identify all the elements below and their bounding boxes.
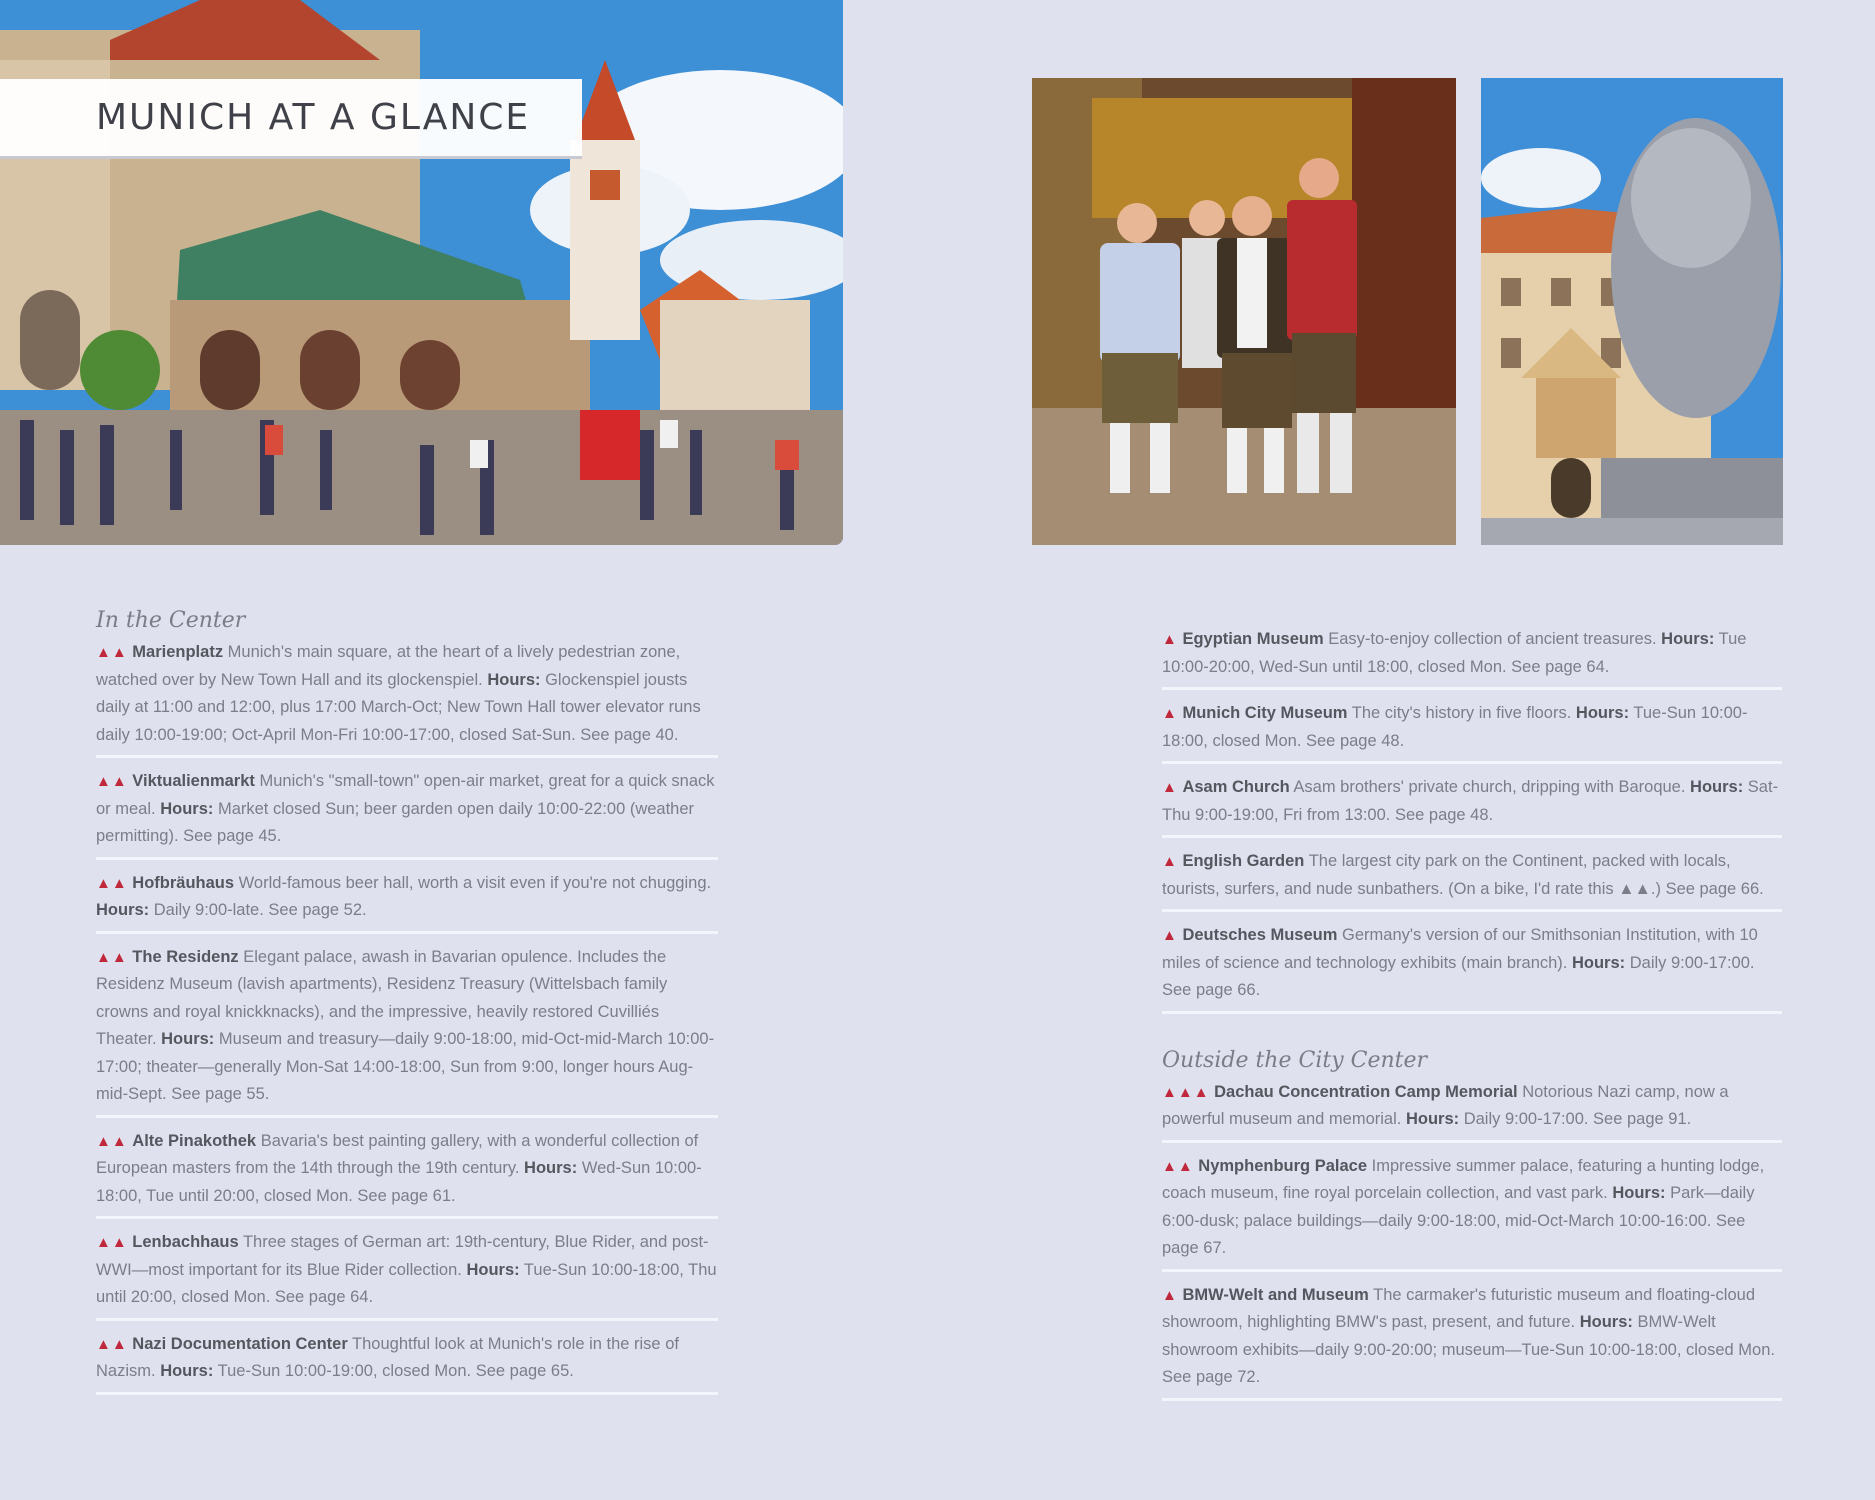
hours-label: Hours:	[1579, 1313, 1633, 1331]
rating-triangles: ▲▲	[1162, 1157, 1194, 1175]
sight-description: Bavaria's best painting gallery, with a wonderful collection of European masters from the 14th through the 19th century.	[96, 1131, 699, 1177]
sight-entry	[1162, 1077, 1782, 1143]
left-column	[96, 608, 718, 1403]
rating-triangles: ▲	[1162, 705, 1178, 722]
section-heading-outside: Outside the City Center	[1162, 1047, 1428, 1073]
sight-entry	[96, 637, 718, 758]
hours-label: Hours:	[1690, 778, 1744, 796]
rating-triangles: ▲▲	[96, 1132, 128, 1150]
sight-entry	[1162, 772, 1782, 838]
page-title-banner	[0, 79, 582, 159]
sight-details: Tue 10:00-20:00, Wed-Sun until 18:00, closed Mon. See page 64.	[1162, 630, 1747, 676]
sight-name: Lenbachhaus	[132, 1233, 239, 1251]
section-heading-center: In the Center	[96, 608, 246, 633]
sight-details: Daily 9:00-17:00. See page 66.	[1162, 953, 1755, 999]
sight-description: Elegant palace, awash in Bavarian opulence. Includes the Residenz Museum (lavish apartments), Residenz Treasury (Wittelsbach family crowns and royal knickknacks), and the impressive, heavily restored Cuvilliés Theater.	[96, 947, 668, 1048]
sight-name: Alte Pinakothek	[132, 1131, 257, 1150]
hours-label: Hours:	[1575, 704, 1630, 722]
right-entry-list-outside	[1162, 1077, 1782, 1401]
sight-description: World-famous beer hall, worth a visit even if you're not chugging.	[238, 873, 712, 892]
sight-entry	[96, 1227, 718, 1321]
photo-men-in-lederhosen	[1032, 78, 1456, 545]
sight-name: Hofbräuhaus	[132, 873, 235, 892]
rating-triangles: ▲	[1162, 927, 1178, 944]
sight-entry	[96, 1126, 718, 1220]
hours-label: Hours:	[96, 901, 150, 919]
sight-entry	[96, 1329, 718, 1395]
rating-triangles: ▲	[1162, 631, 1178, 648]
sight-description: Munich's main square, at the heart of a lively pedestrian zone, watched over by New Town Hall and its glockenspiel.	[96, 643, 681, 689]
sight-name: Dachau Concentration Camp Memorial	[1214, 1082, 1518, 1101]
sight-details: Tue-Sun 10:00-19:00, closed Mon. See page 65.	[217, 1362, 574, 1380]
rating-triangles: ▲▲	[96, 948, 128, 966]
sight-entry	[1162, 1280, 1782, 1401]
rating-triangles: ▲▲	[96, 874, 128, 892]
left-entry-list	[96, 637, 718, 1395]
sight-description: Easy-to-enjoy collection of ancient treasures.	[1328, 630, 1657, 648]
sight-name: Munich City Museum	[1182, 704, 1348, 722]
page-title: MUNICH AT A GLANCE	[96, 97, 531, 138]
sight-description: Notorious Nazi camp, now a powerful museum and memorial.	[1162, 1082, 1729, 1128]
sight-name: Deutsches Museum	[1182, 926, 1338, 944]
sight-details: Market closed Sun; beer garden open daily 10:00-22:00 (weather permitting). See page 45.	[96, 799, 695, 845]
hours-label: Hours:	[466, 1260, 520, 1279]
hours-label: Hours:	[161, 1030, 215, 1048]
rating-triangles: ▲	[1162, 853, 1178, 870]
rating-triangles: ▲▲	[96, 1335, 128, 1353]
sight-details: Sat-Thu 9:00-19:00, Fri from 13:00. See page 48.	[1162, 778, 1779, 824]
photo-lion-statue	[1481, 78, 1783, 545]
sight-details: Tue-Sun 10:00-18:00, closed Mon. See page 48.	[1162, 704, 1748, 750]
sight-description: The city's history in five floors.	[1351, 704, 1572, 722]
hours-label: Hours:	[160, 799, 214, 818]
sight-entry	[1162, 698, 1782, 764]
hours-label: Hours:	[487, 670, 541, 689]
sight-entry	[1162, 624, 1782, 690]
sight-name: Nazi Documentation Center	[132, 1334, 348, 1353]
sight-description: Three stages of German art: 19th-century, Blue Rider, and post-WWI—most important for its Blue Rider collection.	[96, 1233, 709, 1279]
sight-description: Germany's version of our Smithsonian Institution, with 10 miles of science and technology exhibits (main branch).	[1162, 926, 1758, 972]
sight-entry	[1162, 1151, 1782, 1272]
sight-name: Nymphenburg Palace	[1198, 1156, 1368, 1175]
sight-name: BMW-Welt and Museum	[1182, 1285, 1369, 1304]
sight-entry	[96, 868, 718, 934]
sight-name: Marienplatz	[132, 643, 224, 661]
sight-details: Tue-Sun 10:00-18:00, Thu until 20:00, closed Mon. See page 64.	[96, 1260, 717, 1306]
sight-details: Daily 9:00-late. See page 52.	[153, 901, 367, 919]
sight-details: Wed-Sun 10:00-18:00, Tue until 20:00, closed Mon. See page 61.	[96, 1159, 702, 1205]
rating-triangles: ▲▲▲	[1162, 1083, 1210, 1101]
hours-label: Hours:	[1405, 1110, 1460, 1128]
sight-entry	[96, 766, 718, 860]
sight-name: English Garden	[1182, 852, 1305, 870]
rating-triangles: ▲▲	[96, 644, 128, 661]
rating-triangles: ▲▲	[96, 773, 128, 790]
sight-description: Asam brothers' private church, dripping with Baroque.	[1293, 778, 1686, 796]
sight-description: The largest city park on the Continent, packed with locals, tourists, surfers, and nude sunbathers. (On a bike, I'd rate this ▲▲.)	[1162, 852, 1731, 898]
sight-description: Thoughtful look at Munich's role in the rise of Nazism.	[96, 1334, 679, 1380]
sight-name: The Residenz	[132, 947, 239, 966]
sight-description: The carmaker's futuristic museum and floating-cloud showroom, highlighting BMW's past, present, and future.	[1162, 1285, 1756, 1331]
sight-details: Park—daily 6:00-dusk; palace buildings—daily 9:00-18:00, mid-Oct-March 10:00-16:00. See page 67.	[1162, 1184, 1755, 1257]
rating-triangles: ▲▲	[96, 1234, 128, 1251]
sight-details: BMW-Welt showroom exhibits—daily 9:00-20:00; museum—Tue-Sun 10:00-18:00, closed Mon. See page 72.	[1162, 1313, 1775, 1386]
sight-details: Museum and treasury—daily 9:00-18:00, mid-Oct-mid-March 10:00-17:00; theater—generally Mon-Sat 14:00-18:00, Sun from 9:00, longer hours Aug-mid-Sept. See page 55.	[96, 1030, 715, 1103]
right-column	[1162, 624, 1782, 1409]
sight-entry	[96, 942, 718, 1118]
hours-label: Hours:	[160, 1362, 214, 1380]
hours-label: Hours:	[524, 1159, 578, 1177]
sight-name: Viktualienmarkt	[132, 772, 255, 790]
sight-entry	[1162, 920, 1782, 1014]
right-entry-list	[1162, 624, 1782, 1014]
hours-label: Hours:	[1661, 630, 1715, 648]
sight-details: Glockenspiel jousts daily at 11:00 and 12:00, plus 17:00 March-Oct; New Town Hall tower elevator runs daily 10:00-19:00; Oct-April Mon-Fri 10:00-17:00, closed Sat-Sun. See page 40.	[96, 670, 701, 744]
hours-label: Hours:	[1571, 953, 1626, 972]
rating-triangles: ▲	[1162, 779, 1178, 796]
sight-details: Daily 9:00-17:00. See page 91.	[1463, 1110, 1692, 1128]
sight-entry	[1162, 846, 1782, 912]
sight-description: Impressive summer palace, featuring a hunting lodge, coach museum, fine royal porcelain collection, and vast park.	[1162, 1156, 1765, 1202]
sight-description: Munich's "small-town" open-air market, great for a quick snack or meal.	[96, 772, 715, 818]
sight-details: See page 66.	[1665, 879, 1764, 898]
hours-label: Hours:	[1612, 1184, 1666, 1202]
sight-name: Asam Church	[1182, 778, 1290, 796]
rating-triangles: ▲	[1162, 1286, 1178, 1304]
sight-name: Egyptian Museum	[1182, 630, 1324, 648]
